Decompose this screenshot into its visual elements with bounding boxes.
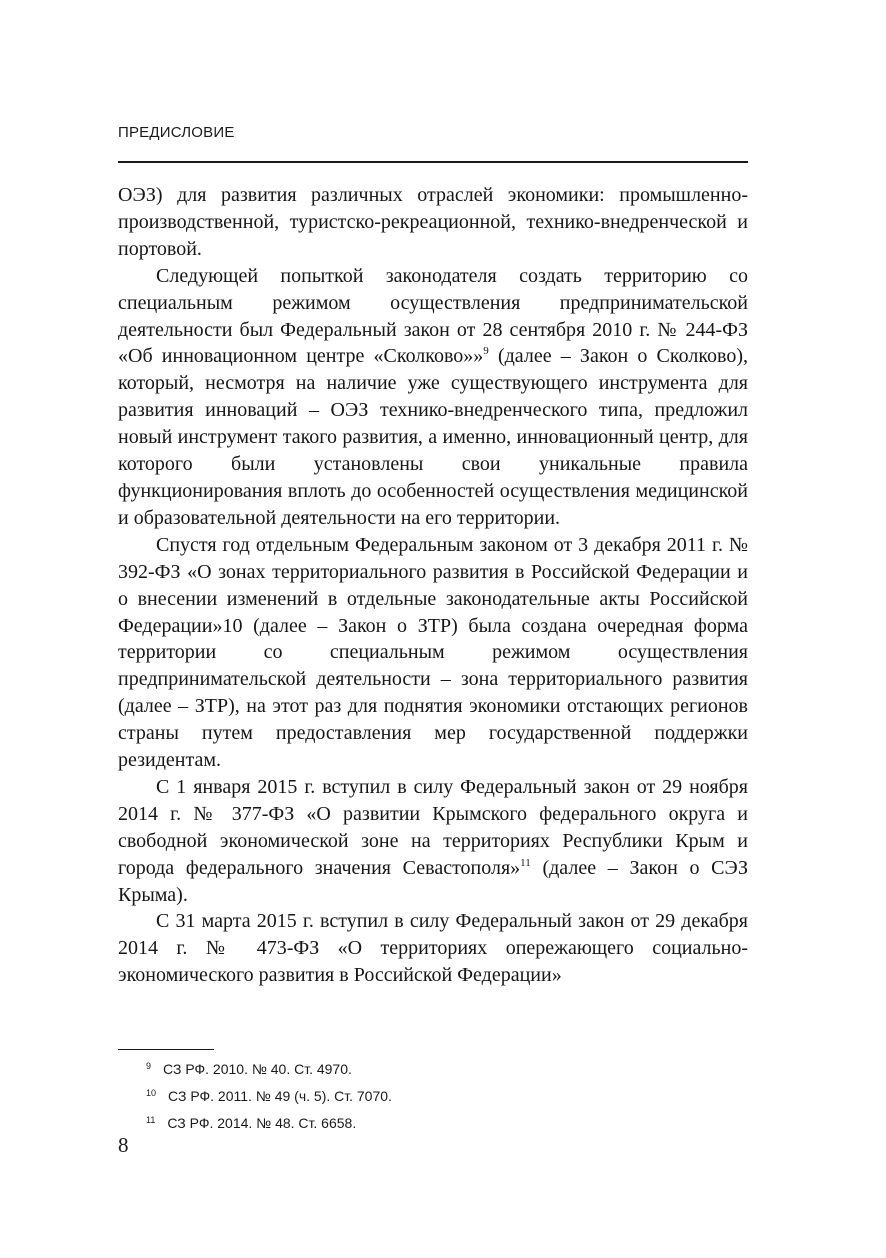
paragraph-5-text: С 31 марта 2015 г. вступил в силу Федеральный закон от 29 декабря 2014 г. № 473-ФЗ «О территориях опережающего социально-экономического развития в Российской Федерации» xyxy=(118,910,748,987)
paragraph-4 xyxy=(118,774,748,909)
footnote xyxy=(146,1108,392,1135)
footnote-ref-9: 9 xyxy=(483,345,489,358)
paragraph-5 xyxy=(118,908,748,989)
footnote-ref-11: 11 xyxy=(520,856,531,869)
footnote-rule xyxy=(118,1049,214,1050)
footnote-number: 9 xyxy=(146,1061,152,1071)
paragraph-1 xyxy=(118,182,748,263)
paragraph-3-text: Спустя год отдельным Федеральным законом от 3 декабря 2011 г. № 392-ФЗ «О зонах территориального развития в Российской Федерации и о внесении изменений в отдельные законодательные акты Российской Федерации»10 (далее – Закон о ЗТР) была создана очередная форма территории со специальным режимом осуществления предпринимательской деятельности – зона территориального развития (далее – ЗТР), на этот раз для поднятия экономики отстающих регионов страны путем предоставления мер государственной поддержки резидентам. xyxy=(118,533,748,772)
body-text xyxy=(118,182,748,989)
paragraph-2 xyxy=(118,263,748,532)
running-head: ПРЕДИСЛОВИЕ xyxy=(118,124,235,141)
header-rule xyxy=(118,161,748,163)
paragraph-2-text-a: Следующей попыткой законодателя создать территорию со специальным режимом осуществления предпринимательской деятельности был Федеральный закон от 28 сентября 2010 г. № 244-ФЗ «Об инновационном центре «Сколково»» xyxy=(118,264,748,368)
footnote-text: СЗ РФ. 2010. № 40. Ст. 4970. xyxy=(163,1061,352,1077)
paragraph-2-text-b: (далее – Закон о Сколково), который, несмотря на наличие уже существующего инструмента для развития инноваций – ОЭЗ технико-внедренческого типа, предложил новый инструмент такого развития, а именно, инновационный центр, для которого были установлены свои уникальные правила функционирования вплоть до особенностей осуществления медицинской и образовательной деятельности на его территории. xyxy=(118,345,748,529)
footnote-text: СЗ РФ. 2011. № 49 (ч. 5). Ст. 7070. xyxy=(168,1088,392,1104)
paragraph-4-text-a: С 1 января 2015 г. вступил в силу Федеральный закон от 29 ноября 2014 г. № 377-ФЗ «О развитии Крымского федерального округа и свободной экономической зоне на территориях Республики Крым и города федерального значения Севастополя» xyxy=(118,775,748,879)
paragraph-3 xyxy=(118,532,748,774)
footnote xyxy=(146,1054,392,1081)
page-number: 8 xyxy=(118,1133,129,1157)
footnote-number: 10 xyxy=(146,1088,157,1098)
paragraph-1-text: ОЭЗ) для развития различных отраслей экономики: промышленно-производственной, туристско-рекреационной, технико-внедренческой и портовой. xyxy=(118,184,748,260)
footnote-number: 11 xyxy=(146,1115,156,1125)
footnote xyxy=(146,1081,392,1108)
paragraph-4-text-b: (далее – Закон о СЭЗ Крыма). xyxy=(118,856,748,906)
footnotes xyxy=(146,1054,392,1135)
footnote-text: СЗ РФ. 2014. № 48. Ст. 6658. xyxy=(167,1115,357,1131)
